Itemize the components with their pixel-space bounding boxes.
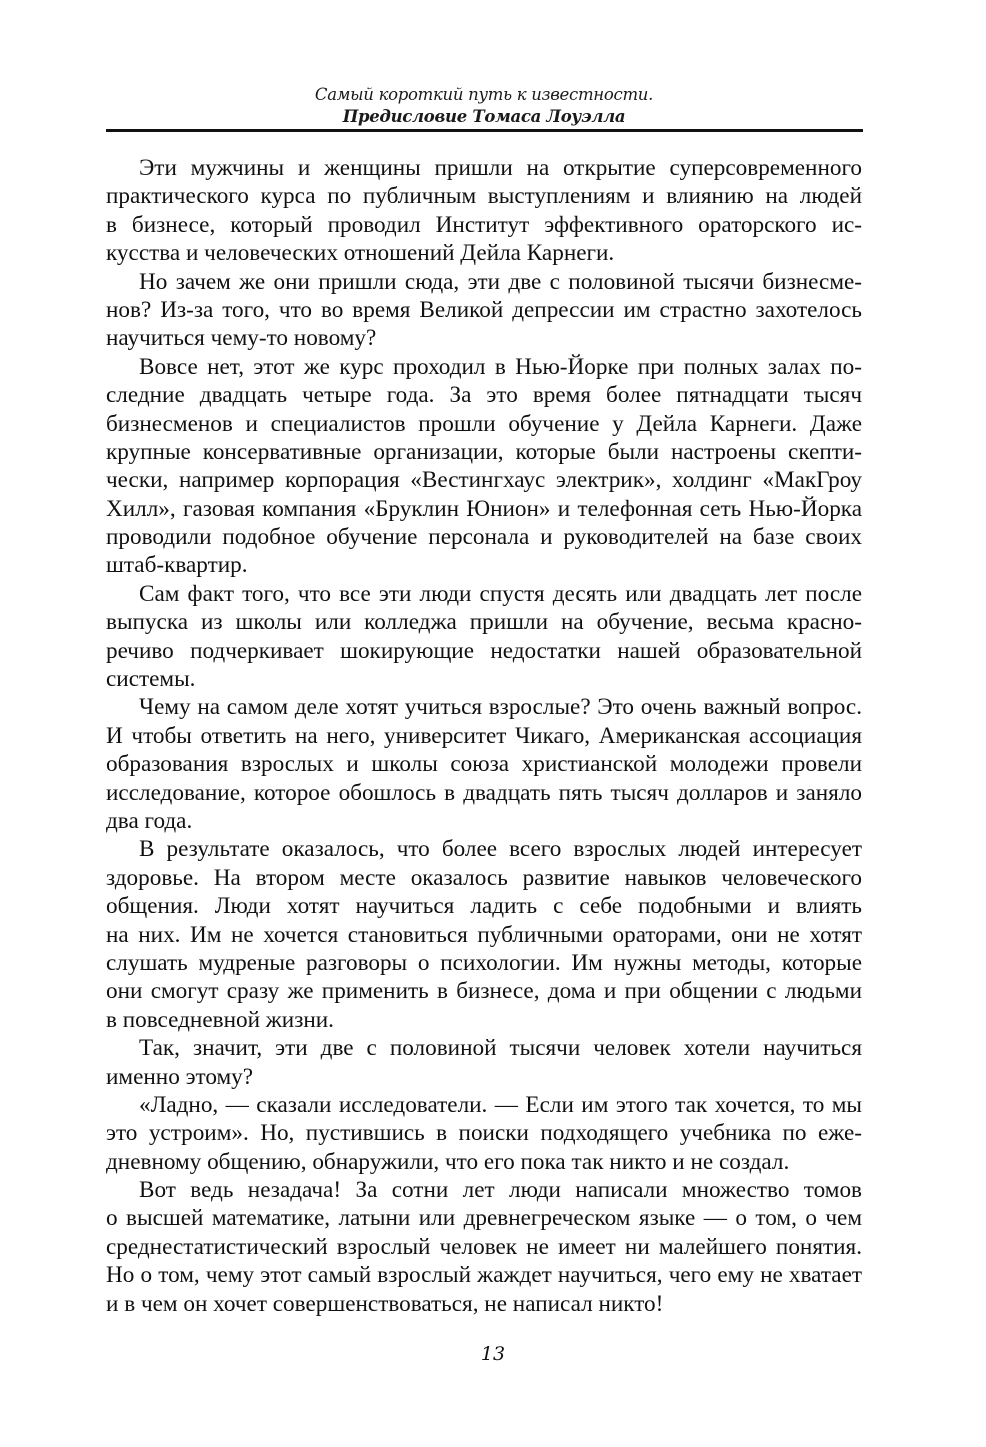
- text-line: проводили подобное обучение персонала и руководителей на базе своих: [106, 524, 862, 551]
- text-line: научиться чему-то новому?: [106, 325, 377, 352]
- paragraph: [106, 1176, 862, 1318]
- text-line: штаб-квартир.: [106, 552, 248, 579]
- text-line: Чему на самом деле хотят учиться взрослые? Это очень важный вопрос.: [139, 694, 862, 721]
- text-line: именно этому?: [106, 1063, 254, 1090]
- paragraph: [106, 580, 862, 694]
- paragraph: [106, 1091, 862, 1176]
- page-number: 13: [480, 1343, 506, 1365]
- text-line: общения. Люди хотят научиться ладить с себе подобными и влиять: [106, 893, 862, 920]
- text-line: это устроим». Но, пустившись в поиски подходящего учебника по еже-: [106, 1120, 862, 1147]
- text-line: Эти мужчины и женщины пришли на открытие суперсовременного: [139, 155, 862, 181]
- body-text: [106, 154, 862, 1318]
- text-line: «Ладно, — сказали исследователи. — Если им этого так хочется, то мы: [139, 1091, 862, 1118]
- text-line: Так, значит, эти две с половиной тысячи человек хотели научиться: [139, 1035, 862, 1062]
- text-line: бизнесменов и специалистов прошли обучение у Дейла Карнеги. Даже: [106, 410, 862, 437]
- running-head-chapter-title: Самый короткий путь к известности.: [314, 85, 654, 104]
- text-line: В результате оказалось, что более всего взрослых людей интересует: [139, 836, 862, 863]
- paragraph: [106, 154, 862, 268]
- text-line: следние двадцать четыре года. За это время более пятнадцати тысяч: [106, 382, 862, 409]
- text-line: чески, например корпорация «Вестингхаус электрик», холдинг «МакГроу: [106, 467, 862, 494]
- text-line: на них. Им не хочется становиться публичными ораторами, они не хотят: [106, 921, 862, 948]
- paragraph: [106, 835, 862, 1034]
- paragraph: [106, 268, 862, 353]
- text-line: кусства и человеческих отношений Дейла Карнеги.: [106, 240, 615, 267]
- text-line: среднестатистический взрослый человек не имеет ни малейшего понятия.: [106, 1233, 862, 1260]
- text-line: Хилл», газовая компания «Бруклин Юнион» и телефонная сеть Нью-Йорка: [106, 495, 862, 522]
- text-line: в повседневной жизни.: [106, 1006, 334, 1033]
- text-line: Вот ведь незадача! За сотни лет люди написали множество томов: [139, 1177, 862, 1204]
- text-line: они смогут сразу же применить в бизнесе, дома и при общении с людьми: [106, 978, 862, 1005]
- text-line: Но зачем же они пришли сюда, эти две с половиной тысячи бизнесме-: [139, 268, 862, 295]
- text-line: Сам факт того, что все эти люди спустя десять или двадцать лет после: [139, 580, 862, 607]
- text-line: системы.: [106, 666, 196, 693]
- text-line: крупные консервативные организации, которые были настроены скепти-: [106, 438, 862, 465]
- text-line: И чтобы ответить на него, университет Чикаго, Американская ассоциация: [106, 722, 862, 749]
- paragraph: [106, 353, 862, 580]
- text-line: и в чем он хочет совершенствоваться, не написал никто!: [106, 1290, 664, 1317]
- text-line: слушать мудреные разговоры о психологии. Им нужны методы, которые: [106, 949, 862, 976]
- text-line: два года.: [106, 807, 193, 834]
- text-line: практического курса по публичным выступлениям и влиянию на людей: [106, 183, 862, 210]
- paragraph: [106, 693, 862, 835]
- paragraph: [106, 1034, 862, 1091]
- header-rule: [106, 129, 863, 132]
- text-line: Но о том, чему этот самый взрослый жаждет научиться, чего ему не хватает: [106, 1262, 862, 1289]
- text-line: нов? Из-за того, что во время Великой депрессии им страстно захотелось: [106, 296, 862, 323]
- text-line: исследование, которое обошлось в двадцать пять тысяч долларов и заняло: [106, 779, 862, 806]
- text-line: образования взрослых и школы союза христианской молодежи провели: [106, 751, 862, 778]
- running-head-section-title: Предисловие Томаса Лоуэлла: [342, 107, 626, 126]
- text-line: о высшей математике, латыни или древнегреческом языке — о том, о чем: [106, 1205, 862, 1232]
- text-line: речиво подчеркивает шокирующие недостатки нашей образовательной: [106, 637, 862, 664]
- text-line: выпуска из школы или колледжа пришли на обучение, весьма красно-: [106, 609, 862, 636]
- text-line: дневному общению, обнаружили, что его пока так никто и не создал.: [106, 1148, 790, 1175]
- text-line: здоровье. На втором месте оказалось развитие навыков человеческого: [106, 864, 862, 891]
- running-head: [106, 84, 862, 128]
- text-line: Вовсе нет, этот же курс проходил в Нью-Йорке при полных залах по-: [139, 353, 862, 380]
- text-line: в бизнесе, который проводил Институт эффективного ораторского ис-: [106, 211, 862, 238]
